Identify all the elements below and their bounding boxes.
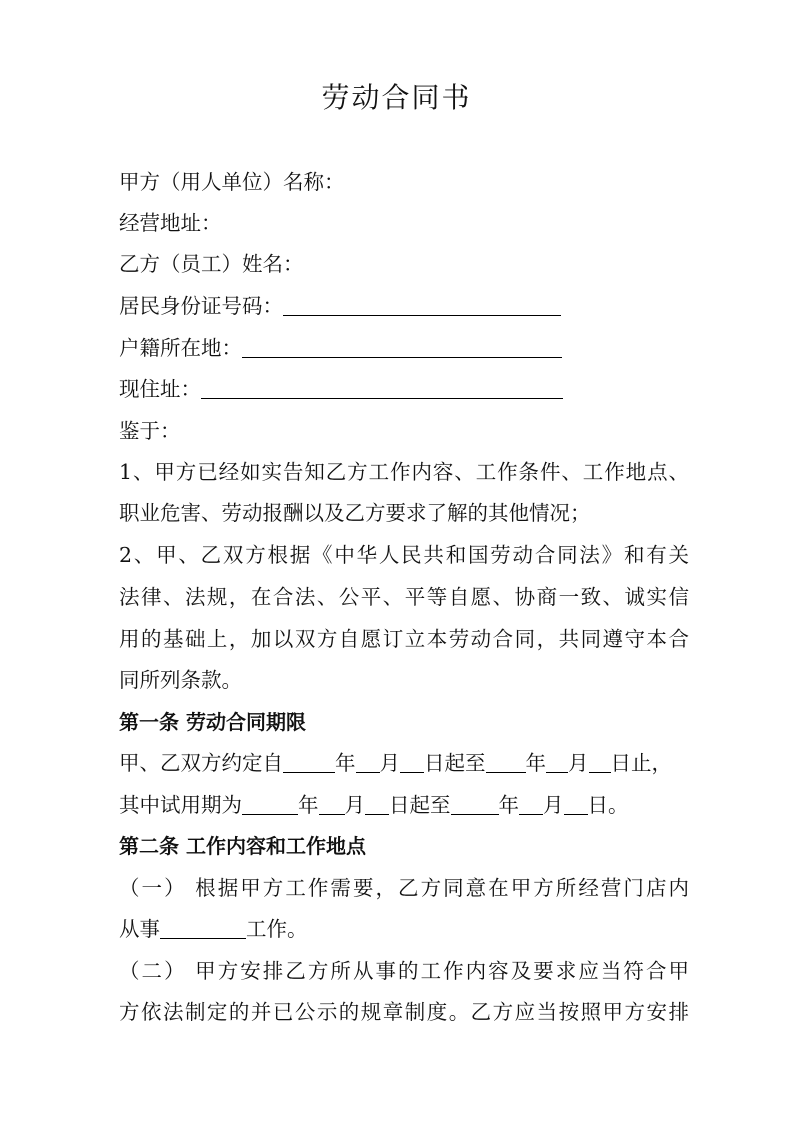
term-end-year-label: 年 — [525, 751, 546, 775]
contract-term-row — [119, 748, 689, 778]
probation-start-year-label: 年 — [298, 793, 319, 817]
probation-end-year-label: 年 — [498, 793, 519, 817]
probation-end-day-blank[interactable] — [564, 792, 588, 815]
probation-row — [119, 790, 689, 820]
probation-end-day-label: 日。 — [587, 793, 629, 817]
household-label: 户籍所在地： — [119, 336, 242, 360]
clause1-line1: 1、甲方已经如实告知乙方工作内容、工作条件、工作地点、 — [119, 460, 689, 484]
clause2-line1: 2、甲、乙双方根据《中华人民共和国劳动合同法》和有关 — [119, 543, 689, 567]
probation-start-month-blank[interactable] — [319, 792, 345, 815]
party-b-name-label: 乙方（员工）姓名： — [119, 252, 304, 276]
residence-row — [119, 374, 689, 404]
term-end-day-blank[interactable] — [589, 750, 611, 773]
term-start-year-blank[interactable] — [283, 750, 335, 773]
job-position-blank[interactable] — [160, 916, 246, 939]
probation-end-month-blank[interactable] — [519, 792, 543, 815]
term-start-day-label: 日起至 — [424, 751, 486, 775]
article2-item2-line2: 方依法制定的并已公示的规章制度。乙方应当按照甲方安排 — [119, 1000, 689, 1024]
probation-start-day-label: 日起至 — [389, 793, 451, 817]
probation-end-month-label: 月 — [543, 793, 564, 817]
article2-item1-line1: （一） 根据甲方工作需要，乙方同意在甲方所经营门店内 — [119, 876, 689, 900]
term-start-year-label: 年 — [335, 751, 356, 775]
term-end-month-blank[interactable] — [546, 750, 568, 773]
probation-start-year-blank[interactable] — [242, 792, 298, 815]
item1-suffix: 工作。 — [246, 917, 308, 941]
clause1-line2: 职业危害、劳动报酬以及乙方要求了解的其他情况； — [119, 501, 591, 525]
term-end-month-label: 月 — [568, 751, 589, 775]
id-number-row — [119, 291, 689, 321]
whereas-label: 鉴于： — [119, 419, 181, 443]
document-title: 劳动合同书 — [321, 81, 472, 114]
probation-prefix: 其中试用期为 — [119, 793, 242, 817]
term-end-day-label: 日止， — [610, 751, 672, 775]
term-start-month-label: 月 — [379, 751, 400, 775]
article2-item2-line1: （二） 甲方安排乙方所从事的工作内容及要求应当符合甲 — [119, 959, 689, 983]
party-a-name-label: 甲方（用人单位）名称： — [119, 170, 345, 194]
household-blank[interactable] — [242, 335, 562, 358]
article2-item1-line2 — [119, 914, 689, 944]
term-start-day-blank[interactable] — [400, 750, 424, 773]
residence-blank[interactable] — [201, 376, 563, 399]
probation-start-day-blank[interactable] — [365, 792, 389, 815]
business-address-label: 经营地址： — [119, 211, 222, 235]
id-number-blank[interactable] — [283, 293, 561, 316]
item1-prefix: 从事 — [119, 917, 160, 941]
clause2-line4: 同所列条款。 — [119, 668, 242, 692]
probation-start-month-label: 月 — [344, 793, 365, 817]
term-prefix: 甲、乙双方约定自 — [119, 751, 283, 775]
clause2-line3: 用的基础上，加以双方自愿订立本劳动合同，共同遵守本合 — [119, 627, 689, 651]
clause2-line2: 法律、法规，在合法、公平、平等自愿、协商一致、诚实信 — [119, 585, 689, 609]
id-number-label: 居民身份证号码： — [119, 294, 283, 318]
term-start-month-blank[interactable] — [356, 750, 380, 773]
article1-heading: 第一条 劳动合同期限 — [119, 710, 306, 734]
residence-label: 现住址： — [119, 377, 201, 401]
probation-end-year-blank[interactable] — [451, 792, 499, 815]
household-row — [119, 333, 689, 363]
term-end-year-blank[interactable] — [486, 750, 526, 773]
article2-heading: 第二条 工作内容和工作地点 — [119, 834, 366, 858]
